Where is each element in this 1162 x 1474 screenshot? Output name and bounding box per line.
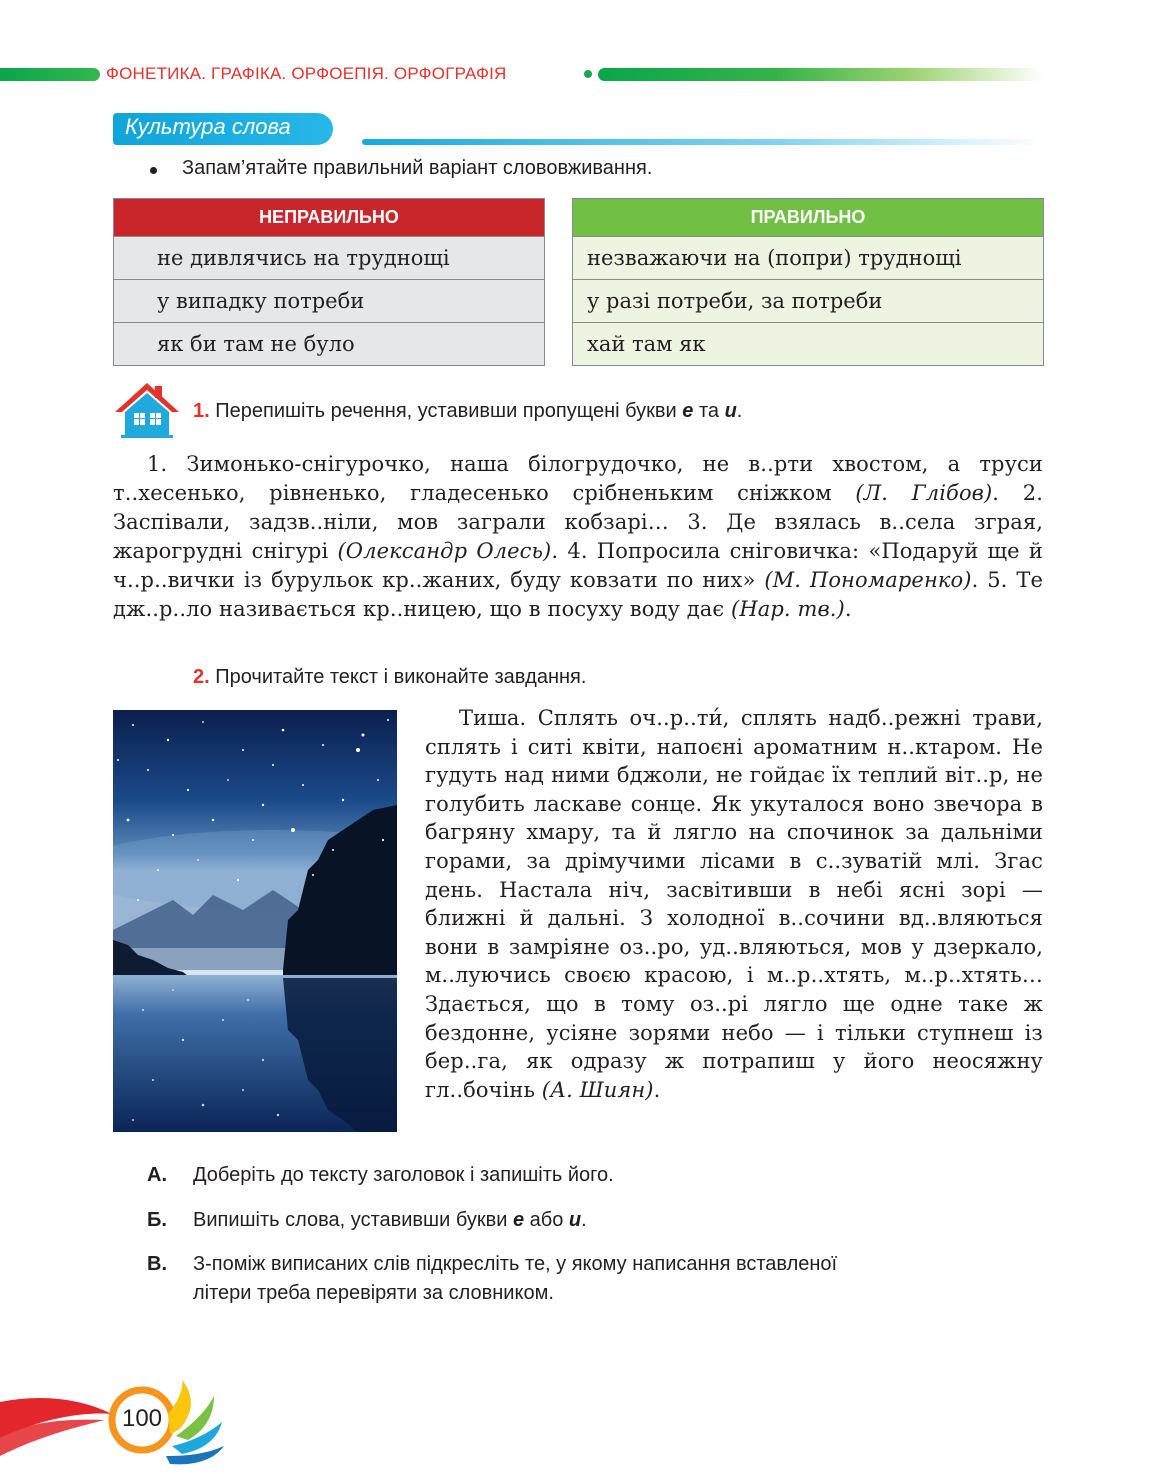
right-usage-table <box>572 198 1044 366</box>
header-bar-left <box>0 68 100 81</box>
question-b-end: . <box>581 1209 587 1231</box>
question-a-text: Доберіть до тексту заголовок і запишіть його. <box>193 1164 614 1186</box>
task-2-text: Прочитайте текст і виконайте завдання. <box>215 666 587 688</box>
page-number: 100 <box>121 1405 163 1432</box>
exercise-1-sentence: . 2. Заспівали, задзв..ніли, мов заграли кобзарі… 3. Де взялась в..села зграя, жарогрудні снігурі <box>113 481 1043 563</box>
exercise-1-end: . <box>844 597 852 621</box>
question-b-letter-y: и <box>568 1209 582 1231</box>
exercise-2-text <box>425 704 1043 1104</box>
task-1-conj: та <box>698 400 719 422</box>
task-1-instruction <box>193 400 742 423</box>
exercise-1-author: (Л. Глібов) <box>855 481 993 505</box>
exercise-1-author: (Нар. тв.) <box>731 597 845 621</box>
wrong-usage-table <box>113 198 545 366</box>
task-1-letter-e: е <box>682 400 694 422</box>
task-1-text: Перепишіть речення, уставивши пропущені букви <box>215 400 677 422</box>
culture-banner-title: Культура слова <box>125 114 291 139</box>
question-v-line-1: З-поміж виписаних слів підкресліть те, у якому написання вставленої <box>193 1253 838 1275</box>
exercise-2-end: . <box>653 1077 661 1102</box>
exercise-1-author: (М. Пономаренко) <box>764 568 972 592</box>
wrong-usage-header: НЕПРАВИЛЬНО <box>114 199 544 237</box>
question-v-letter: В. <box>147 1253 167 1275</box>
right-usage-row: хай там як <box>573 323 1043 365</box>
right-usage-row: у разі потреби, за потреби <box>573 280 1043 323</box>
culture-instruction: Запам’ятайте правильний варіант слововживання. <box>182 157 653 179</box>
night-lake-photo <box>113 710 397 1132</box>
header-dot <box>584 70 592 78</box>
task-1-number: 1. <box>193 400 210 422</box>
exercise-1-text <box>113 450 1043 624</box>
question-a-letter: А. <box>147 1164 167 1186</box>
exercise-1-sentence: 1. Зимонько-снігурочко, наша білогрудочко, не в..рти хвостом, а труси т..хесенько, рівненько, гладесенько срібненьким сніжком <box>113 452 1043 505</box>
question-b-letter-e: е <box>512 1209 525 1231</box>
exercise-1-sentence: . 5. Те дж..р..ло називається кр..ницею, що в посуху воду дає <box>113 568 1043 621</box>
question-b-text <box>193 1206 587 1235</box>
task-1-end: . <box>736 400 743 422</box>
wrong-usage-row: не дивлячись на труднощі <box>114 237 544 280</box>
task-1-letter-y: и <box>724 400 737 422</box>
task-2-number: 2. <box>193 666 210 688</box>
footer-decoration <box>0 1374 230 1474</box>
section-title: ФОНЕТИКА. ГРАФІКА. ОРФОЕПІЯ. ОРФОГРАФІЯ <box>106 64 507 83</box>
exercise-2-author: (А. Шиян) <box>541 1077 654 1102</box>
culture-banner-line <box>362 139 1044 145</box>
bullet-dot <box>150 167 157 174</box>
right-usage-header: ПРАВИЛЬНО <box>573 199 1043 237</box>
question-b-before: Випишіть слова, уставивши букви <box>193 1209 508 1231</box>
question-v-line-2: літери треба перевіряти за словником. <box>193 1282 554 1304</box>
task-2-instruction <box>193 666 586 689</box>
question-b-or: або <box>529 1209 564 1231</box>
exercise-1-sentence: . 4. Попросила сніговичка: «Подаруй ще й ч..р..вички із бурульок кр..жаних, буду ковзати по них» <box>113 539 1043 592</box>
right-usage-row: незважаючи на (попри) труднощі <box>573 237 1043 280</box>
house-icon <box>113 380 181 438</box>
header-bar-right <box>598 68 1043 81</box>
exercise-1-author: (Олександр Олесь) <box>337 539 552 563</box>
wrong-usage-row: як би там не було <box>114 323 544 365</box>
wrong-usage-row: у випадку потреби <box>114 280 544 323</box>
question-b-letter: Б. <box>147 1209 167 1231</box>
exercise-2-body: Тиша. Сплять оч..р..ти́, сплять надб..режні трави, сплять і ситі квіти, напоєні ароматним н..ктаром. Не гудуть над ними бджоли, не гойдає їх теплий віт..р, не голубить ласкаве сонце. Як укуталося воно звечора в багряну хмару, та й лягло на спочинок за дальніми горами, за дрімучими лісами в с..зуватій млі. Згас день. Настала ніч, засвітивши в небі ясні зорі — ближні й дальні. З холодної в..сочини вд..вляються вони в замріяне оз..ро, уд..вляються, мов у дзеркало, м..луючись своєю красою, і м..р..хтять, м..р..хтять… Здається, що в тому оз..рі лягло ще одне таке ж бездонне, усіяне зорями небо — і тільки ступнеш із бер..га, як одразу ж потрапиш у його неосяжну гл..бочінь <box>425 706 1043 1102</box>
